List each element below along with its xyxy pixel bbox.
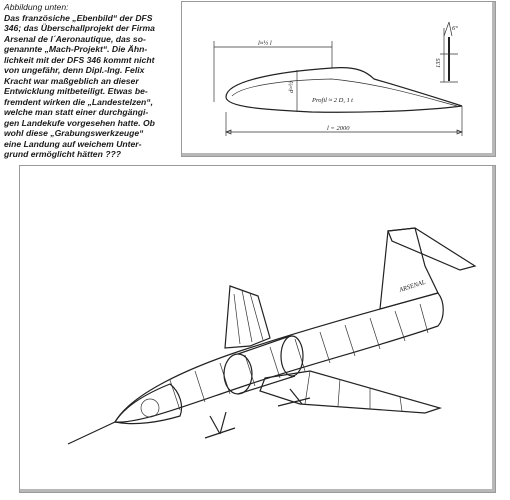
caption-line: grund ermöglicht hätten ??? xyxy=(4,149,121,159)
tail-marking: ARSENAL xyxy=(398,278,427,294)
pilot-figure xyxy=(141,399,159,417)
caption-line: Entwicklung mitbeteiligt. Etwas be- xyxy=(4,86,148,96)
tail-fin xyxy=(380,228,438,309)
airfoil-figure xyxy=(182,2,495,156)
angle-label: 6° xyxy=(452,25,458,32)
caption-line: Arsenal de l´Aeronautique, das so- xyxy=(4,33,146,44)
dim-thickness-label: d≈½ xyxy=(288,81,295,93)
caption-line: Das französiche „Ebenbild“ der DFS xyxy=(4,12,153,23)
caption-line: lichkeit mit der DFS 346 kommt nicht xyxy=(4,54,155,65)
caption-line: fremdent wirken die „Landestelzen“, xyxy=(4,96,153,107)
dim-top-label: l≈½ l xyxy=(258,40,272,47)
pitot-tube xyxy=(68,422,115,444)
caption-line: 346; das Überschallprojekt der Firma xyxy=(4,23,155,33)
engine-section xyxy=(224,336,303,394)
caption-line: wohl diese „Grabungswerkzeuge“ xyxy=(4,128,144,138)
fin-section xyxy=(448,37,450,81)
dim-bottom-label: l = 2000 xyxy=(327,125,350,132)
caption-line: eine Landung auf weichem Unter- xyxy=(4,138,142,149)
caption-line: von ungefähr, denn Dipl.-Ing. Felix xyxy=(4,65,145,75)
horizontal-stabilizer xyxy=(388,228,475,270)
aircraft-cutaway-sketch xyxy=(20,166,492,489)
caption-heading: Abbildung unten: xyxy=(4,2,69,12)
angle-line xyxy=(444,22,449,36)
caption-line: Kracht war maßgeblich an dieser xyxy=(4,75,139,86)
lower-wing xyxy=(260,371,440,413)
fuselage-outline xyxy=(115,293,443,422)
landing-stilt-front xyxy=(205,412,235,438)
caption-line: gen Landekufe vorgesehen hatte. Ob xyxy=(4,117,155,128)
profile-label: Profil ≈ 2 D, 1 t xyxy=(312,97,353,104)
airfoil-outline xyxy=(226,68,462,113)
aircraft-figure xyxy=(20,166,495,492)
caption-line: genannte „Mach-Projekt“. Die Ähn- xyxy=(4,44,148,54)
caption-line: welche man statt einer durchgängi- xyxy=(4,107,149,117)
caption-text xyxy=(4,2,176,160)
height-dim-label: 135 xyxy=(435,58,442,68)
airfoil-sketch xyxy=(182,2,492,153)
